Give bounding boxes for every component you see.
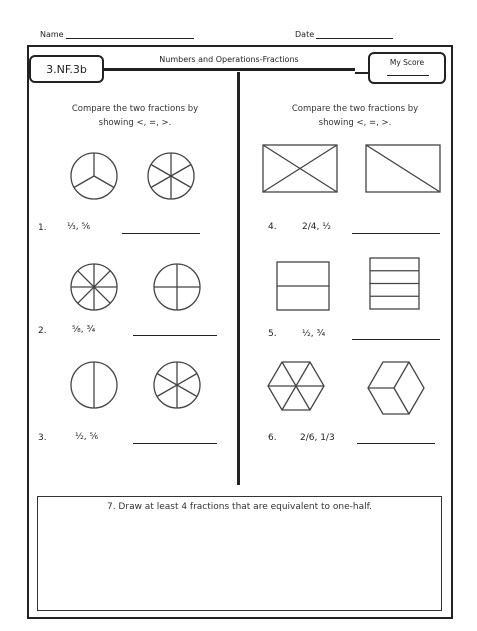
rectangle-halves-model <box>366 145 440 192</box>
question-1-fractions: ⅓, ⅚ <box>67 222 91 232</box>
question-2-number: 2. <box>38 326 47 336</box>
right-instruction-line2: showing <, =, >. <box>318 118 392 128</box>
question-2-fractions: ⅝, ¾ <box>72 325 96 335</box>
circle-sixths-model-2 <box>154 362 200 408</box>
question-3-number: 3. <box>38 433 47 443</box>
name-label: Name <box>40 30 64 39</box>
question-6-fractions: 2/6, 1/3 <box>300 433 335 443</box>
hexagon-sixths-model <box>268 362 324 410</box>
question-1-number: 1. <box>38 223 47 233</box>
question-4-fractions: 2/4, ½ <box>302 222 331 232</box>
question-4-number: 4. <box>268 222 277 232</box>
question-5-answer[interactable] <box>352 339 440 340</box>
question-7-prompt: 7. Draw at least 4 fractions that are equivalent to one-half. <box>106 502 373 512</box>
square-halves-model <box>277 262 329 310</box>
question-4-answer[interactable] <box>352 233 440 234</box>
score-label: My Score <box>389 58 425 67</box>
circle-eighths-model <box>71 264 117 310</box>
right-instruction-line1: Compare the two fractions by <box>291 104 419 114</box>
left-instruction-line2: showing <, =, >. <box>98 118 172 128</box>
standard-code: 3.NF.3b <box>46 62 87 76</box>
circle-sixths-model <box>148 153 194 199</box>
circle-halves-model <box>71 362 117 408</box>
hexagon-thirds-model <box>368 362 424 414</box>
question-5-number: 5. <box>268 329 277 339</box>
drawing-area[interactable] <box>37 496 442 611</box>
question-6-number: 6. <box>268 433 277 443</box>
worksheet-title: Numbers and Operations-Fractions <box>159 55 299 64</box>
question-5-fractions: ½, ¾ <box>302 329 326 339</box>
question-3-fractions: ½, ⅚ <box>75 432 99 442</box>
rectangle-fourths-model <box>263 145 337 192</box>
question-3-answer[interactable] <box>133 443 217 444</box>
question-1-answer[interactable] <box>122 233 200 234</box>
question-6-answer[interactable] <box>357 443 435 444</box>
circle-thirds-model <box>71 153 117 199</box>
left-instruction-line1: Compare the two fractions by <box>71 104 199 114</box>
question-2-answer[interactable] <box>133 335 217 336</box>
date-label: Date <box>295 30 315 39</box>
square-fourths-model <box>370 258 419 309</box>
circle-fourths-model <box>154 264 200 310</box>
